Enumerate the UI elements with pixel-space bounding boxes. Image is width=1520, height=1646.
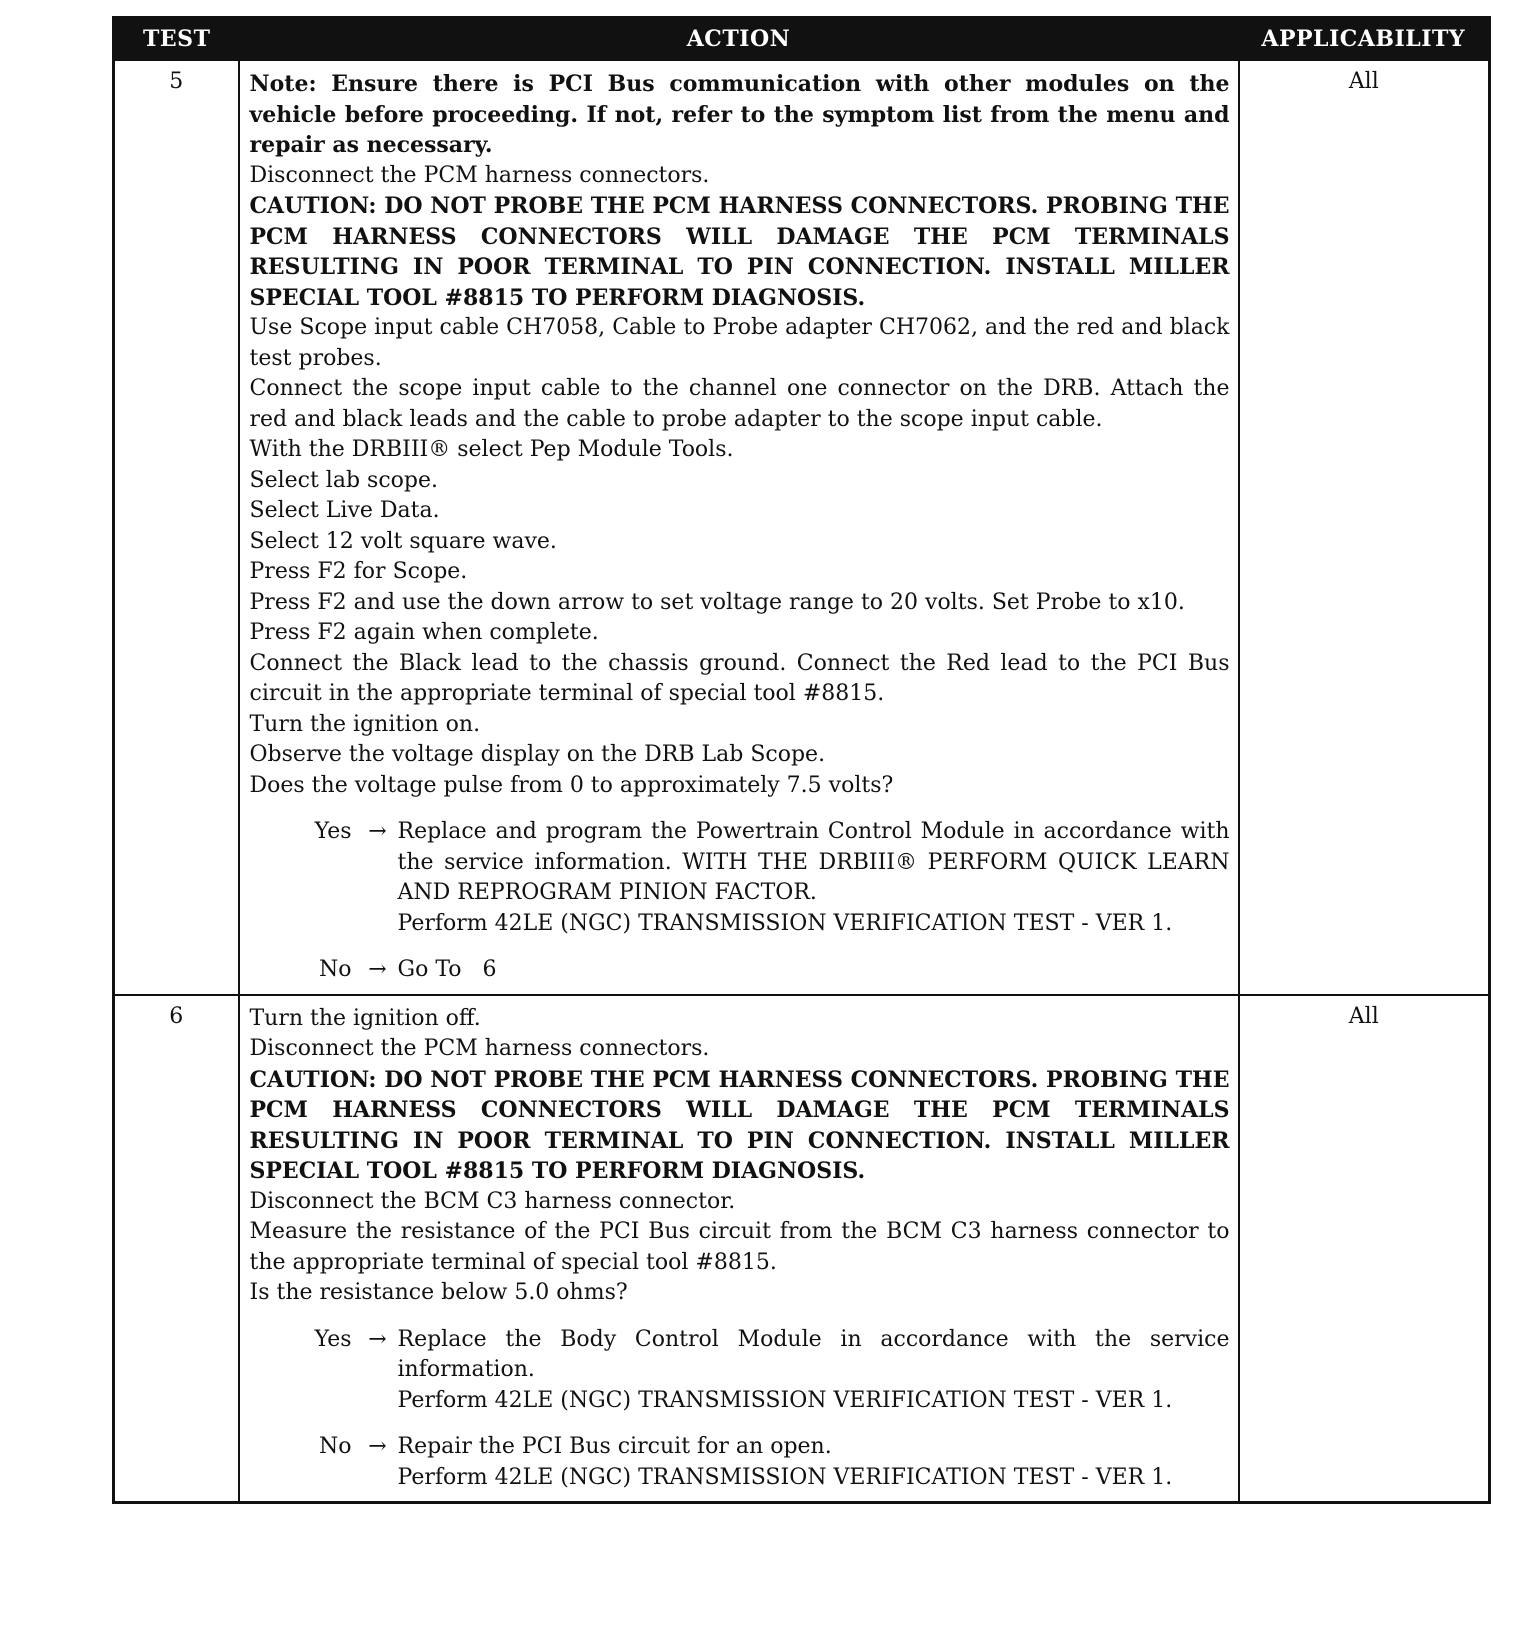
response-no (250, 1432, 1230, 1493)
right-arrow-icon: → (368, 1434, 387, 1459)
response-line: Perform 42LE (NGC) TRANSMISSION VERIFICATION TEST - VER 1. (397, 910, 1173, 936)
action-cell (239, 60, 1239, 995)
step-text: Press F2 again when complete. (249, 620, 599, 645)
question-text: Is the resistance below 5.0 ohms? (249, 1280, 628, 1305)
step-text: Disconnect the BCM C3 harness connector. (249, 1188, 736, 1214)
step-text: Disconnect the PCM harness connectors. (249, 162, 710, 188)
response-text (398, 955, 1230, 986)
response-label: Yes (314, 819, 352, 844)
step-text: Press F2 for Scope. (249, 559, 468, 584)
step-text: Turn the ignition on. (249, 711, 481, 737)
action-cell (239, 995, 1239, 1503)
header-action: ACTION (239, 18, 1239, 61)
response-line: Go To 6 (397, 957, 497, 982)
step-text: Connect the Black lead to the chassis ground. Connect the Red lead to the PCI Bus circuit in the appropriate terminal of special tool #8815. (249, 650, 1230, 706)
response-line: Perform 42LE (NGC) TRANSMISSION VERIFICATION TEST - VER 1. (397, 1387, 1173, 1413)
test-number: 5 (114, 60, 239, 995)
table-row (114, 995, 1490, 1503)
step-text: Turn the ignition off. (249, 1005, 481, 1031)
response-text (398, 1325, 1230, 1417)
caution-text: CAUTION: DO NOT PROBE THE PCM HARNESS CONNECTORS. PROBING THE PCM HARNESS CONNECTORS WILL DAMAGE THE PCM TERMINALS RESULTING IN POOR TERMINAL TO PIN CONNECTION. INSTALL MILLER SPECIAL TOOL #8815 TO PERFORM DIAGNOSIS. (249, 1066, 1230, 1184)
step-text: Connect the scope input cable to the channel one connector on the DRB. Attach the red and black leads and the cable to probe adapter to the scope input cable. (249, 376, 1230, 432)
response-label: No (319, 957, 352, 982)
response-no (250, 955, 1230, 986)
table-row (114, 60, 1490, 995)
table-header (114, 18, 1490, 61)
response-yes (250, 817, 1230, 939)
step-text: Press F2 and use the down arrow to set voltage range to 20 volts. Set Probe to x10. (249, 589, 1185, 615)
right-arrow-icon: → (368, 819, 387, 844)
response-line: Perform 42LE (NGC) TRANSMISSION VERIFICATION TEST - VER 1. (397, 1464, 1173, 1490)
header-row (114, 18, 1490, 61)
header-applicability: APPLICABILITY (1239, 18, 1490, 61)
response-text (398, 1432, 1230, 1493)
applicability-value: All (1239, 60, 1490, 995)
step-text: Select 12 volt square wave. (249, 528, 557, 554)
diagnostic-page (112, 16, 1488, 1504)
step-text: Disconnect the PCM harness connectors. (249, 1036, 710, 1061)
diagnostic-table (112, 16, 1491, 1504)
note-text: Note: Ensure there is PCI Bus communication with other modules on the vehicle before proceeding. If not, refer to the symptom list from the menu and repair as necessary. (249, 71, 1230, 158)
step-text: With the DRBIII® select Pep Module Tools. (249, 437, 734, 462)
header-test: TEST (114, 18, 239, 61)
step-text: Use Scope input cable CH7058, Cable to Probe adapter CH7062, and the red and black test probes. (249, 315, 1230, 371)
step-text: Measure the resistance of the PCI Bus circuit from the BCM C3 harness connector to the appropriate terminal of special tool #8815. (249, 1219, 1230, 1275)
right-arrow-icon: → (368, 957, 387, 982)
question-text: Does the voltage pulse from 0 to approximately 7.5 volts? (249, 772, 894, 798)
response-line: Replace the Body Control Module in accordance with the service information. (397, 1326, 1230, 1382)
test-number: 6 (114, 995, 239, 1503)
response-line: Repair the PCI Bus circuit for an open. (397, 1434, 832, 1459)
response-label: No (319, 1434, 352, 1459)
applicability-value: All (1239, 995, 1490, 1503)
response-yes (250, 1325, 1230, 1417)
caution-text: CAUTION: DO NOT PROBE THE PCM HARNESS CONNECTORS. PROBING THE PCM HARNESS CONNECTORS WILL DAMAGE THE PCM TERMINALS RESULTING IN POOR TERMINAL TO PIN CONNECTION. INSTALL MILLER SPECIAL TOOL #8815 TO PERFORM DIAGNOSIS. (249, 193, 1230, 311)
response-text (398, 817, 1230, 939)
response-label: Yes (314, 1326, 352, 1352)
response-line: Replace and program the Powertrain Control Module in accordance with the service information. WITH THE DRBIII® PERFORM QUICK LEARN AND REPROGRAM PINION FACTOR. (397, 819, 1230, 905)
right-arrow-icon: → (368, 1326, 387, 1352)
step-text: Select lab scope. (249, 467, 438, 493)
step-text: Select Live Data. (249, 498, 440, 523)
step-text: Observe the voltage display on the DRB Lab Scope. (249, 742, 826, 767)
